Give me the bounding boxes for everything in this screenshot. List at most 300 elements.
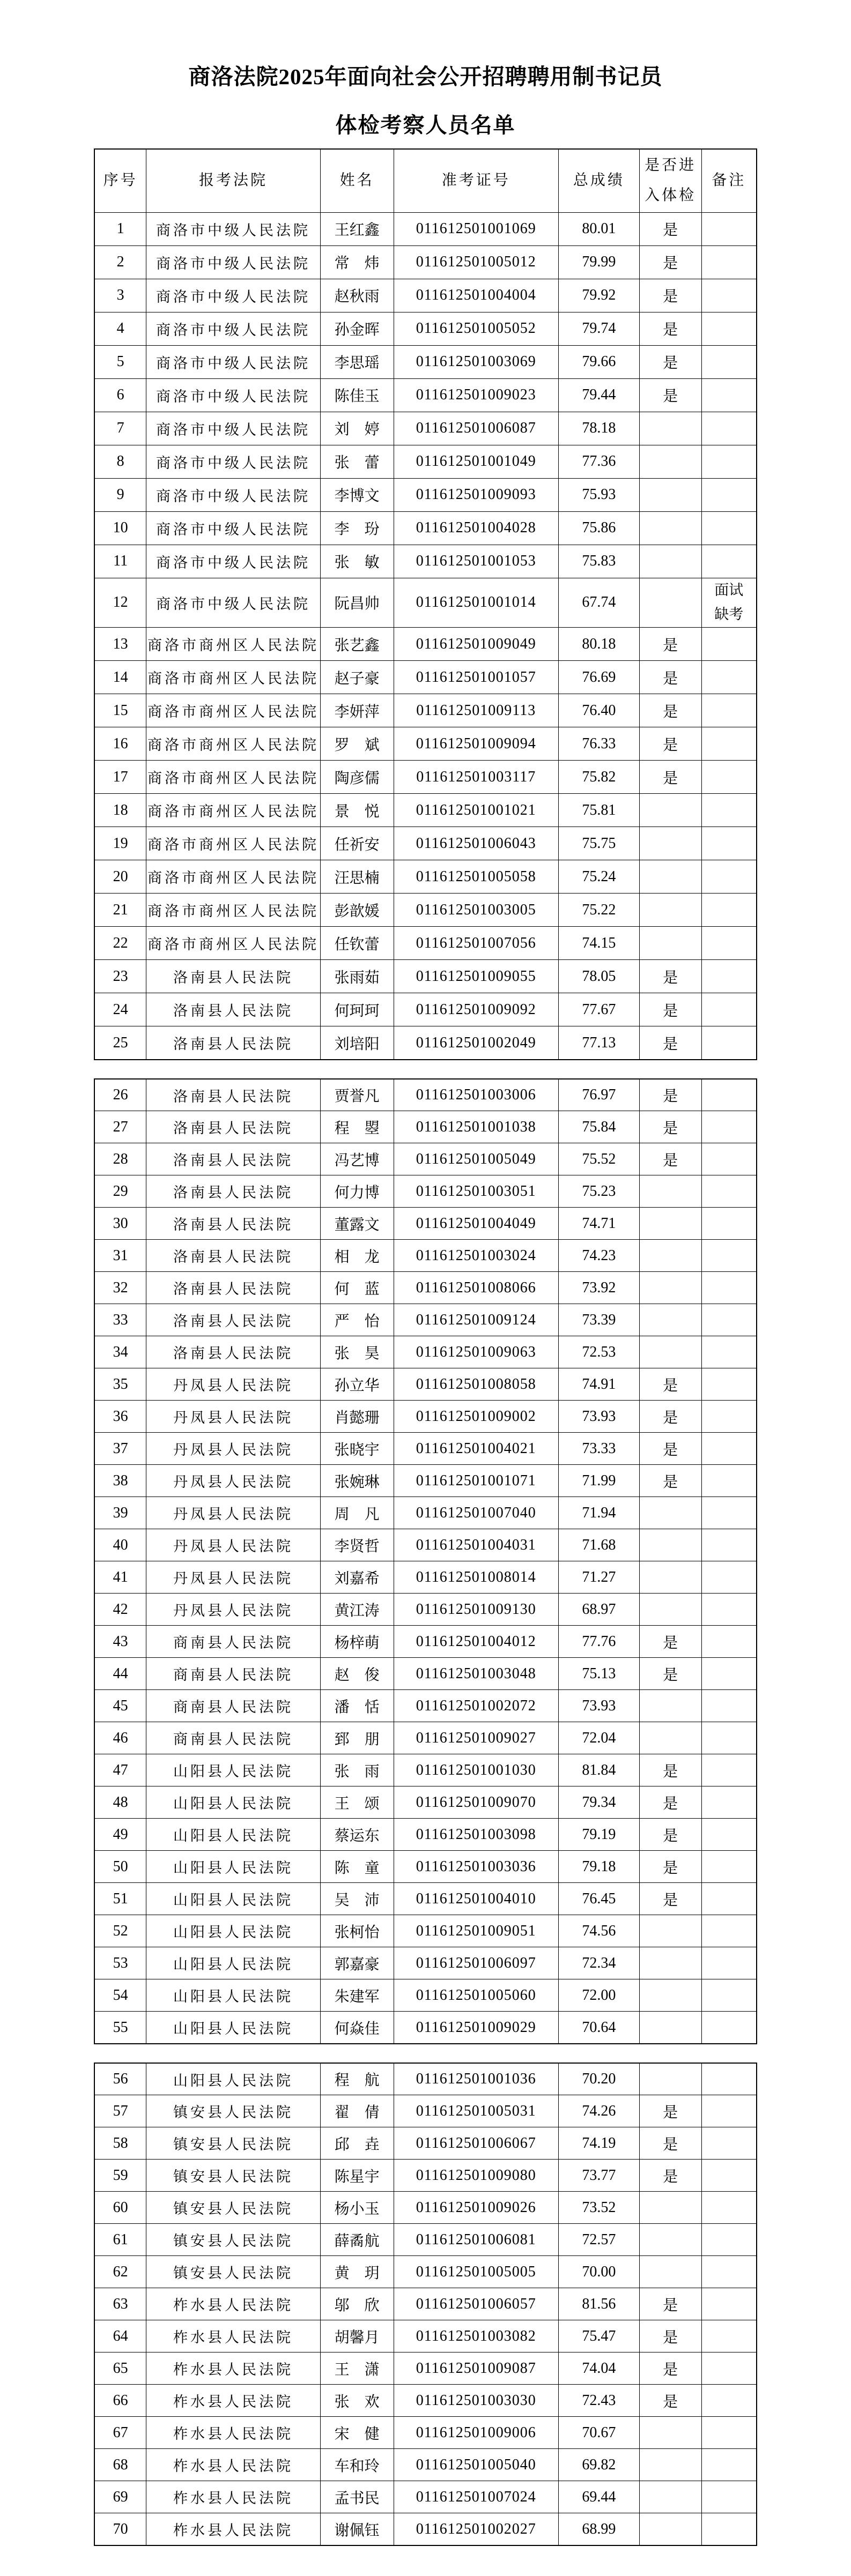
cell-note (701, 2449, 757, 2481)
cell-enter-medical (639, 412, 701, 445)
cell-court (146, 794, 320, 827)
cell-serial: 22 (94, 927, 146, 960)
court-name-text: 柞水县人民法院 (173, 2490, 294, 2507)
cell-score: 76.45 (559, 1883, 640, 1915)
cell-ticket: 011612501009027 (394, 1722, 558, 1754)
cell-score: 74.15 (559, 927, 640, 960)
cell-score: 75.47 (559, 2320, 640, 2352)
cell-ticket: 011612501005031 (394, 2095, 558, 2127)
cell-name: 郭嘉豪 (320, 1947, 394, 1979)
cell-name: 张婉琳 (320, 1465, 394, 1497)
cell-note (701, 1883, 757, 1915)
table-row (94, 345, 757, 378)
cell-court (146, 1175, 320, 1208)
cell-ticket: 011612501009087 (394, 2352, 558, 2385)
cell-serial: 12 (94, 578, 146, 628)
table-row (94, 1851, 757, 1883)
court-name-text: 商洛市中级人民法院 (156, 521, 311, 538)
cell-score: 71.94 (559, 1497, 640, 1529)
cell-score: 75.86 (559, 511, 640, 545)
cell-court (146, 2385, 320, 2417)
cell-ticket: 011612501009063 (394, 1336, 558, 1368)
cell-score: 79.19 (559, 1819, 640, 1851)
court-name-text: 商洛市商州区人民法院 (147, 903, 320, 920)
cell-court (146, 1208, 320, 1240)
court-name-text: 洛南县人民法院 (173, 1345, 294, 1362)
cell-name: 任钦蕾 (320, 927, 394, 960)
court-name-text: 镇安县人民法院 (173, 2169, 294, 2185)
cell-ticket: 011612501009080 (394, 2160, 558, 2192)
cell-court (146, 894, 320, 927)
court-name-text: 洛南县人民法院 (173, 1281, 294, 1298)
cell-ticket: 011612501007024 (394, 2481, 558, 2513)
cell-enter-medical: 是 (639, 761, 701, 794)
cell-name: 潘 恬 (320, 1690, 394, 1722)
cell-enter-medical (639, 1208, 701, 1240)
cell-court (146, 1594, 320, 1626)
cell-serial: 37 (94, 1433, 146, 1465)
cell-score: 69.82 (559, 2449, 640, 2481)
court-name-text: 洛南县人民法院 (173, 1003, 294, 1019)
page-title-line2: 体检考察人员名单 (335, 113, 516, 137)
table-row (94, 245, 757, 279)
cell-ticket: 011612501003098 (394, 1819, 558, 1851)
cell-score: 80.01 (559, 212, 640, 245)
cell-enter-medical (639, 2063, 701, 2095)
cell-court (146, 2449, 320, 2481)
cell-ticket: 011612501005052 (394, 312, 558, 345)
cell-enter-medical: 是 (639, 993, 701, 1026)
cell-enter-medical: 是 (639, 1143, 701, 1175)
court-name-text: 商洛市中级人民法院 (156, 255, 311, 272)
cell-note (701, 1722, 757, 1754)
cell-note (701, 1529, 757, 1561)
cell-ticket: 011612501009094 (394, 727, 558, 761)
cell-score: 72.00 (559, 1979, 640, 2012)
cell-serial: 11 (94, 545, 146, 578)
cell-serial: 15 (94, 694, 146, 727)
cell-score: 75.24 (559, 860, 640, 894)
court-name-text: 山阳县人民法院 (173, 2072, 294, 2089)
court-name-text: 商洛市商州区人民法院 (147, 936, 320, 953)
court-name-text: 丹凤县人民法院 (173, 1603, 294, 1619)
cell-serial: 67 (94, 2417, 146, 2449)
court-name-text: 洛南县人民法院 (173, 1217, 294, 1233)
cell-score: 79.34 (559, 1786, 640, 1819)
cell-score: 73.93 (559, 1401, 640, 1433)
cell-serial: 65 (94, 2352, 146, 2385)
cell-court (146, 1851, 320, 1883)
cell-ticket: 011612501002072 (394, 1690, 558, 1722)
cell-ticket: 011612501005040 (394, 2449, 558, 2481)
table-row (94, 1272, 757, 1304)
cell-ticket: 011612501006081 (394, 2224, 558, 2256)
cell-name: 张 敏 (320, 545, 394, 578)
cell-court (146, 1026, 320, 1060)
cell-court (146, 312, 320, 345)
table-header (94, 149, 757, 212)
table-row (94, 2320, 757, 2352)
court-name-text: 商洛市商州区人民法院 (147, 637, 320, 654)
cell-note (701, 2417, 757, 2449)
table-row (94, 794, 757, 827)
cell-note (701, 694, 757, 727)
cell-score: 67.74 (559, 578, 640, 628)
cell-note (701, 245, 757, 279)
cell-enter-medical: 是 (639, 661, 701, 694)
table-row (94, 1915, 757, 1947)
cell-name: 吴 沛 (320, 1883, 394, 1915)
cell-court (146, 1754, 320, 1786)
cell-court (146, 1883, 320, 1915)
cell-name: 黄 玥 (320, 2256, 394, 2288)
cell-ticket: 011612501003024 (394, 1240, 558, 1272)
court-name-text: 洛南县人民法院 (173, 970, 294, 986)
cell-note (701, 2481, 757, 2513)
table-row (94, 2192, 757, 2224)
cell-serial: 28 (94, 1143, 146, 1175)
cell-note (701, 2127, 757, 2160)
cell-name: 李博文 (320, 478, 394, 511)
cell-ticket: 011612501008014 (394, 1561, 558, 1594)
cell-serial: 19 (94, 827, 146, 860)
court-name-text: 商洛市商州区人民法院 (147, 737, 320, 754)
cell-note (701, 1304, 757, 1336)
cell-note (701, 993, 757, 1026)
cell-serial: 43 (94, 1626, 146, 1658)
table-row (94, 2256, 757, 2288)
cell-serial: 53 (94, 1947, 146, 1979)
cell-note (701, 1754, 757, 1786)
table-row (94, 993, 757, 1026)
cell-enter-medical (639, 2513, 701, 2545)
cell-serial: 64 (94, 2320, 146, 2352)
cell-ticket: 011612501004010 (394, 1883, 558, 1915)
cell-serial: 23 (94, 960, 146, 993)
cell-score: 79.74 (559, 312, 640, 345)
cell-name: 冯艺博 (320, 1143, 394, 1175)
cell-court (146, 1658, 320, 1690)
cell-court (146, 2063, 320, 2095)
cell-court (146, 378, 320, 412)
cell-court (146, 545, 320, 578)
cell-enter-medical: 是 (639, 2160, 701, 2192)
cell-note (701, 1561, 757, 1594)
table-row (94, 1561, 757, 1594)
cell-serial: 42 (94, 1594, 146, 1626)
cell-court (146, 927, 320, 960)
cell-ticket: 011612501008058 (394, 1368, 558, 1401)
court-name-text: 商南县人民法院 (173, 1635, 294, 1651)
cell-score: 81.84 (559, 1754, 640, 1786)
cell-enter-medical: 是 (639, 378, 701, 412)
table-row (94, 661, 757, 694)
cell-score: 74.71 (559, 1208, 640, 1240)
court-name-text: 柞水县人民法院 (173, 2394, 294, 2410)
cell-serial: 8 (94, 445, 146, 478)
table-row (94, 1594, 757, 1626)
cell-score: 75.83 (559, 545, 640, 578)
table-row (94, 312, 757, 345)
cell-note (701, 2192, 757, 2224)
cell-name: 翟 倩 (320, 2095, 394, 2127)
table-row (94, 2063, 757, 2095)
cell-score: 78.18 (559, 412, 640, 445)
cell-score: 75.22 (559, 894, 640, 927)
cell-serial: 45 (94, 1690, 146, 1722)
table-row (94, 1175, 757, 1208)
cell-note (701, 761, 757, 794)
cell-enter-medical (639, 2449, 701, 2481)
court-name-text: 镇安县人民法院 (173, 2201, 294, 2217)
cell-note (701, 727, 757, 761)
cell-score: 70.67 (559, 2417, 640, 2449)
court-name-text: 商洛市商州区人民法院 (147, 803, 320, 820)
cell-score: 75.75 (559, 827, 640, 860)
cell-name: 李思瑶 (320, 345, 394, 378)
cell-score: 75.52 (559, 1143, 640, 1175)
court-name-text: 商南县人民法院 (173, 1699, 294, 1716)
cell-score: 72.43 (559, 2385, 640, 2417)
cell-enter-medical (639, 2481, 701, 2513)
court-name-text: 镇安县人民法院 (173, 2104, 294, 2121)
cell-enter-medical (639, 1175, 701, 1208)
cell-name: 薛矞航 (320, 2224, 394, 2256)
cell-enter-medical: 是 (639, 1786, 701, 1819)
cell-enter-medical: 是 (639, 2385, 701, 2417)
cell-score: 75.84 (559, 1111, 640, 1143)
court-name-text: 商南县人民法院 (173, 1667, 294, 1684)
court-name-text: 丹凤县人民法院 (173, 1410, 294, 1426)
cell-note (701, 1401, 757, 1433)
cell-ticket: 011612501005060 (394, 1979, 558, 2012)
cell-court (146, 694, 320, 727)
table-row (94, 927, 757, 960)
cell-note (701, 1336, 757, 1368)
cell-note (701, 2256, 757, 2288)
cell-note (701, 445, 757, 478)
cell-name: 刘培阳 (320, 1026, 394, 1060)
cell-note (701, 827, 757, 860)
court-name-text: 商洛市中级人民法院 (156, 421, 311, 438)
cell-enter-medical: 是 (639, 2320, 701, 2352)
cell-serial: 40 (94, 1529, 146, 1561)
table-row (94, 694, 757, 727)
cell-enter-medical (639, 827, 701, 860)
cell-note (701, 894, 757, 927)
cell-score: 77.36 (559, 445, 640, 478)
table-row (94, 1947, 757, 1979)
court-name-text: 丹凤县人民法院 (173, 1378, 294, 1394)
cell-name: 任祈安 (320, 827, 394, 860)
court-name-text: 洛南县人民法院 (173, 1120, 294, 1137)
court-name-text: 山阳县人民法院 (173, 1924, 294, 1941)
cell-name: 张 雨 (320, 1754, 394, 1786)
table-row (94, 960, 757, 993)
cell-serial: 50 (94, 1851, 146, 1883)
court-name-text: 商洛市中级人民法院 (156, 222, 311, 239)
cell-ticket: 011612501004021 (394, 1433, 558, 1465)
cell-score: 79.92 (559, 279, 640, 312)
table-row (94, 2385, 757, 2417)
cell-ticket: 011612501001030 (394, 1754, 558, 1786)
cell-court (146, 661, 320, 694)
cell-ticket: 011612501009113 (394, 694, 558, 727)
table-row (94, 628, 757, 661)
cell-ticket: 011612501003006 (394, 1079, 558, 1111)
table-row (94, 1626, 757, 1658)
cell-score: 74.26 (559, 2095, 640, 2127)
table-row (94, 1208, 757, 1240)
cell-ticket: 011612501005012 (394, 245, 558, 279)
cell-note (701, 1175, 757, 1208)
cell-name: 张晓宇 (320, 1433, 394, 1465)
cell-name: 胡馨月 (320, 2320, 394, 2352)
cell-enter-medical: 是 (639, 1883, 701, 1915)
cell-score: 70.00 (559, 2256, 640, 2288)
court-name-text: 山阳县人民法院 (173, 1828, 294, 1844)
table-row (94, 2288, 757, 2320)
cell-enter-medical (639, 860, 701, 894)
cell-note (701, 2288, 757, 2320)
cell-enter-medical (639, 1690, 701, 1722)
table-row (94, 1026, 757, 1060)
roster-tables (94, 148, 757, 2546)
cell-score: 76.69 (559, 661, 640, 694)
court-name-text: 商洛市中级人民法院 (156, 595, 311, 612)
cell-serial: 20 (94, 860, 146, 894)
cell-name: 常 炜 (320, 245, 394, 279)
cell-ticket: 011612501001036 (394, 2063, 558, 2095)
cell-name: 黄江涛 (320, 1594, 394, 1626)
cell-court (146, 2256, 320, 2288)
court-name-text: 洛南县人民法院 (173, 1185, 294, 1201)
cell-enter-medical: 是 (639, 2095, 701, 2127)
cell-name: 何珂珂 (320, 993, 394, 1026)
table-row (94, 1722, 757, 1754)
roster-table-page-2 (94, 1078, 757, 2044)
cell-name: 张艺鑫 (320, 628, 394, 661)
cell-score: 73.77 (559, 2160, 640, 2192)
cell-note (701, 1786, 757, 1819)
cell-note (701, 545, 757, 578)
cell-court (146, 960, 320, 993)
table-row (94, 1079, 757, 1111)
cell-court (146, 2095, 320, 2127)
cell-score: 74.19 (559, 2127, 640, 2160)
cell-ticket: 011612501009093 (394, 478, 558, 511)
court-name-text: 洛南县人民法院 (173, 1313, 294, 1330)
cell-note (701, 2160, 757, 2192)
cell-serial: 25 (94, 1026, 146, 1060)
cell-name: 张 昊 (320, 1336, 394, 1368)
cell-score: 73.33 (559, 1433, 640, 1465)
table-row (94, 1304, 757, 1336)
cell-name: 王红鑫 (320, 212, 394, 245)
cell-ticket: 011612501004004 (394, 279, 558, 312)
cell-name: 杨小玉 (320, 2192, 394, 2224)
cell-name: 孙立华 (320, 1368, 394, 1401)
cell-score: 78.05 (559, 960, 640, 993)
court-name-text: 商洛市商州区人民法院 (147, 837, 320, 853)
cell-note (701, 2224, 757, 2256)
cell-name: 张 欢 (320, 2385, 394, 2417)
cell-serial: 18 (94, 794, 146, 827)
cell-enter-medical: 是 (639, 1819, 701, 1851)
cell-name: 张柯怡 (320, 1915, 394, 1947)
cell-serial: 1 (94, 212, 146, 245)
cell-enter-medical: 是 (639, 1026, 701, 1060)
cell-name: 陶彦儒 (320, 761, 394, 794)
table-row (94, 1143, 757, 1175)
cell-name: 蔡运东 (320, 1819, 394, 1851)
cell-ticket: 011612501001069 (394, 212, 558, 245)
cell-enter-medical: 是 (639, 1368, 701, 1401)
table-row (94, 860, 757, 894)
cell-enter-medical (639, 2192, 701, 2224)
cell-name: 程 航 (320, 2063, 394, 2095)
cell-serial: 35 (94, 1368, 146, 1401)
cell-note (701, 2063, 757, 2095)
cell-serial: 59 (94, 2160, 146, 2192)
cell-name: 谢佩钰 (320, 2513, 394, 2545)
table-row (94, 894, 757, 927)
cell-name: 王 颂 (320, 1786, 394, 1819)
cell-court (146, 1529, 320, 1561)
cell-ticket: 011612501006067 (394, 2127, 558, 2160)
cell-name: 相 龙 (320, 1240, 394, 1272)
cell-enter-medical (639, 1561, 701, 1594)
cell-score: 80.18 (559, 628, 640, 661)
cell-note (701, 1143, 757, 1175)
table-row (94, 1883, 757, 1915)
cell-ticket: 011612501006057 (394, 2288, 558, 2320)
cell-ticket: 011612501009002 (394, 1401, 558, 1433)
cell-ticket: 011612501004012 (394, 1626, 558, 1658)
table-row (94, 1111, 757, 1143)
table-row (94, 378, 757, 412)
cell-note (701, 1079, 757, 1111)
table-row (94, 511, 757, 545)
cell-note (701, 860, 757, 894)
court-name-text: 山阳县人民法院 (173, 2021, 294, 2037)
court-name-text: 柞水县人民法院 (173, 2426, 294, 2443)
cell-court (146, 727, 320, 761)
cell-name: 何 蓝 (320, 1272, 394, 1304)
court-name-text: 丹凤县人民法院 (173, 1442, 294, 1458)
cell-serial: 21 (94, 894, 146, 927)
cell-court (146, 2288, 320, 2320)
cell-name: 杨梓萌 (320, 1626, 394, 1658)
table-row (94, 1497, 757, 1529)
table-row (94, 1336, 757, 1368)
cell-serial: 36 (94, 1401, 146, 1433)
cell-ticket: 011612501006043 (394, 827, 558, 860)
cell-serial: 68 (94, 2449, 146, 2481)
cell-note (701, 628, 757, 661)
table-row (94, 2352, 757, 2385)
court-name-text: 商洛市中级人民法院 (156, 355, 311, 371)
cell-score: 79.44 (559, 378, 640, 412)
cell-note (701, 279, 757, 312)
cell-serial: 3 (94, 279, 146, 312)
cell-name: 张 蕾 (320, 445, 394, 478)
cell-note (701, 1433, 757, 1465)
cell-enter-medical (639, 2224, 701, 2256)
cell-serial: 44 (94, 1658, 146, 1690)
cell-score: 75.13 (559, 1658, 640, 1690)
cell-ticket: 011612501009023 (394, 378, 558, 412)
